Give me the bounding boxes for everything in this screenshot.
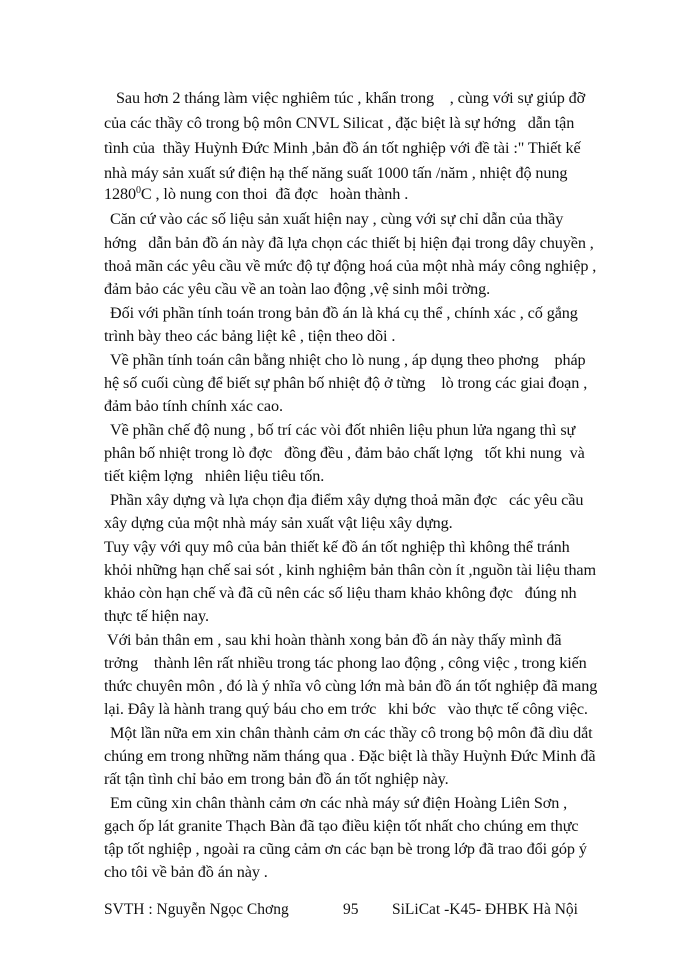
temperature-value: 1280: [104, 185, 136, 203]
degree-superscript: 0: [135, 185, 141, 196]
text-line: khỏi những hạn chế sai sót , kinh nghiệm bản thân còn ít ,nguồn tài liệu tham: [104, 561, 597, 579]
text-line: trình bày theo các bảng liệt kê , tiện theo dõi .: [104, 327, 396, 345]
text-line: hớng dẫn bản đồ án này đã lựa chọn các thiết bị hiện đại trong dây chuyền ,: [104, 234, 594, 252]
footer-page-number: 95: [343, 901, 359, 918]
text-line: chúng em trong những năm tháng qua . Đặc biệt là thầy Huỳnh Đức Minh đã: [104, 747, 596, 765]
text-line: trởng thành lên rất nhiều trong tác phong lao động , công việc , trong kiến: [104, 654, 587, 672]
text-line: hệ số cuối cùng để biết sự phân bố nhiệt độ ở từng lò trong các giai đoạn ,: [104, 374, 588, 392]
text-line: khảo còn hạn chế và đã cũ nên các số liệu tham khảo không đợc đúng nh: [104, 584, 577, 602]
text-line: Sau hơn 2 tháng làm việc nghiêm túc , khẩn trong , cùng với sự giúp đỡ: [116, 89, 586, 107]
footer-class-info: SiLiCat -K45- ĐHBK Hà Nội: [392, 901, 578, 918]
text-line: thoả mãn các yêu cầu về mức độ tự động hoá của một nhà máy công nghiệp ,: [104, 257, 597, 275]
text-line: thức chuyên môn , đó là ý nhĩa vô cùng lớn mà bản đồ án tốt nghiệp đã mang: [104, 677, 598, 695]
text-line: lại. Đây là hành trang quý báu cho em trớc khi bớc vào thực tế công việc.: [104, 700, 588, 718]
text-line: phân bố nhiệt trong lò đợc đồng đều , đảm bảo chất lợng tốt khi nung và: [104, 444, 585, 462]
text-line: xây dựng của một nhà máy sản xuất vật liệu xây dựng.: [104, 514, 453, 532]
text-line: tập tốt nghiệp , ngoài ra cũng cảm ơn các bạn bè trong lớp đã trao đổi góp ý: [104, 840, 587, 858]
text-line: Về phần chế độ nung , bố trí các vòi đốt nhiên liệu phun lửa ngang thì sự: [110, 421, 576, 439]
text-line: rất tận tình chỉ bảo em trong bản đồ án tốt nghiệp này.: [104, 770, 449, 788]
text-line: Một lần nữa em xin chân thành cảm ơn các thầy cô trong bộ môn đã dìu dắt: [110, 724, 593, 742]
text-line: Đối với phần tính toán trong bản đồ án là khá cụ thể , chính xác , cố gắng: [110, 304, 578, 322]
text-line: Căn cứ vào các số liệu sản xuất hiện nay , cùng với sự chỉ dẫn của thầy: [110, 210, 564, 228]
text-line: của các thầy cô trong bộ môn CNVL Silicat , đặc biệt là sự hớng dẫn tận: [104, 114, 575, 132]
text-line: đảm bảo tính chính xác cao.: [104, 397, 283, 415]
text-line: Em cũng xin chân thành cảm ơn các nhà máy sứ điện Hoàng Liên Sơn ,: [110, 794, 568, 812]
text-line: Phần xây dựng và lựa chọn địa điểm xây dựng thoả mãn đợc các yêu cầu: [110, 491, 584, 509]
text-line: gạch ốp lát granite Thạch Bàn đã tạo điều kiện tốt nhất cho chúng em thực: [104, 817, 579, 835]
text-line: đảm bảo các yêu cầu về an toàn lao động ,vệ sinh môi trờng.: [104, 280, 491, 298]
footer-author: SVTH : Nguyễn Ngọc Chơng: [104, 901, 289, 918]
text-line: thực tế hiện nay.: [104, 607, 209, 625]
temperature-rest: C , lò nung con thoi đã đợc hoàn thành .: [140, 185, 409, 203]
text-line: Về phần tính toán cân bằng nhiệt cho lò nung , áp dụng theo phơng pháp: [110, 351, 586, 369]
text-line: Tuy vậy với quy mô của bản thiết kế đồ án tốt nghiệp thì không thể tránh: [104, 538, 570, 556]
text-line: nhà máy sản xuất sứ điện hạ thế năng suất 1000 tấn /năm , nhiệt độ nung: [104, 164, 568, 182]
text-line: tiết kiệm lợng nhiên liệu tiêu tốn.: [104, 467, 325, 485]
text-line: cho tôi về bản đồ án này .: [104, 863, 268, 881]
text-line-temperature: [104, 184, 408, 204]
text-line: tình của thầy Huỳnh Đức Minh ,bản đồ án tốt nghiệp với đề tài :" Thiết kế: [104, 139, 581, 157]
text-line: Với bản thân em , sau khi hoàn thành xong bản đồ án này thấy mình đã: [107, 631, 562, 649]
